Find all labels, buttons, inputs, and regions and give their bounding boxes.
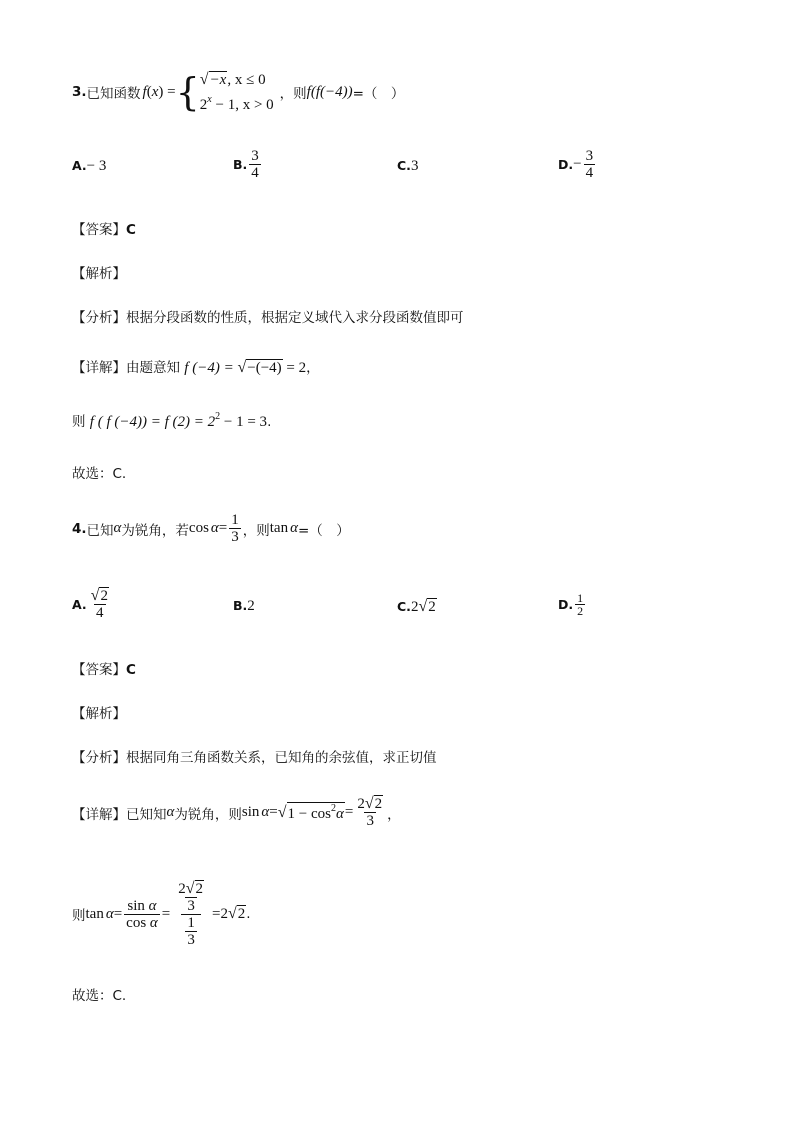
q4-option-c: C.2√2 (397, 598, 436, 615)
q4-stem: 4. 已知 α 为锐角，若 cos α = $\frac{1}{3}$ ，则 tan α =（ ） (72, 512, 350, 545)
q3-piecewise (200, 70, 274, 115)
q3-piece-1: √−x, x ≤ 0 (199, 70, 266, 88)
q4-option-a: A. $\frac{√2}{4}$ (72, 587, 108, 621)
q3-composed: f(f(−4)) (306, 83, 353, 100)
q3-option-d: D. − $\frac{3}{4}$ (558, 148, 594, 181)
q3-conclusion: 故选：C. (72, 466, 127, 482)
q3-fenxi: 【分析】根据分段函数的性质，根据定义域代入求分段函数值即可 (72, 310, 464, 326)
q3-option-c: C.3 (397, 158, 419, 174)
q4-alpha: α (113, 520, 122, 536)
q3-jiexi: 【解析】 (72, 266, 126, 282)
q3-piecewise-brace: { (175, 70, 200, 114)
q3-stem-prefix: 已知函数 (86, 86, 141, 102)
q3-xiangjie: 【详解】由题意知 f (−4) = √−(−4) = 2， (72, 359, 320, 376)
q4-option-d: D. $\frac{1}{2}$ (558, 591, 584, 618)
q3-number: 3. (72, 84, 87, 100)
q3-fx: f(x) = (142, 83, 176, 100)
q3-answer: 【答案】C (72, 222, 136, 238)
q3-option-b: B. $\frac{3}{4}$ (233, 148, 259, 181)
q4-option-b: B.2 (233, 598, 255, 614)
q3-piece-2: $2^x - 1$, x > 0 (199, 93, 274, 113)
q4-jiexi: 【解析】 (72, 706, 126, 722)
q3-equals-paren: =（ ） (352, 86, 405, 102)
q4-xiangjie: 【详解】 已知知 α 为锐角，则 sin α = √ $1 - \cos^2\alpha$ = $\frac{2√2}{3}$ ， (72, 795, 401, 829)
q4-compound-fraction: $\frac{\frac{2√2}{3}}{\frac{1}{3}}$ (178, 879, 204, 948)
q4-conclusion: 故选：C. (72, 988, 127, 1004)
q4-number: 4. (72, 520, 87, 537)
q4-fenxi: 【分析】根据同角三角函数关系，已知角的余弦值，求正切值 (72, 750, 437, 766)
q4-answer: 【答案】C (72, 662, 136, 678)
q3-comma-then: ，则 (279, 86, 307, 102)
q4-step-2: 则 tan α = $\frac{\text{sin α}}{\text{cos α}}$ = $\frac{\frac{2√2}{3}}{\frac{1}{3}}$ = 2 √ 2 . (72, 879, 251, 948)
q3-stem (72, 72, 404, 112)
q3-step-2: 则 f ( f (−4)) = f $(2) = 2^2 - 1 = 3$. (72, 411, 272, 430)
q3-option-a: A.− 3 (72, 158, 107, 174)
